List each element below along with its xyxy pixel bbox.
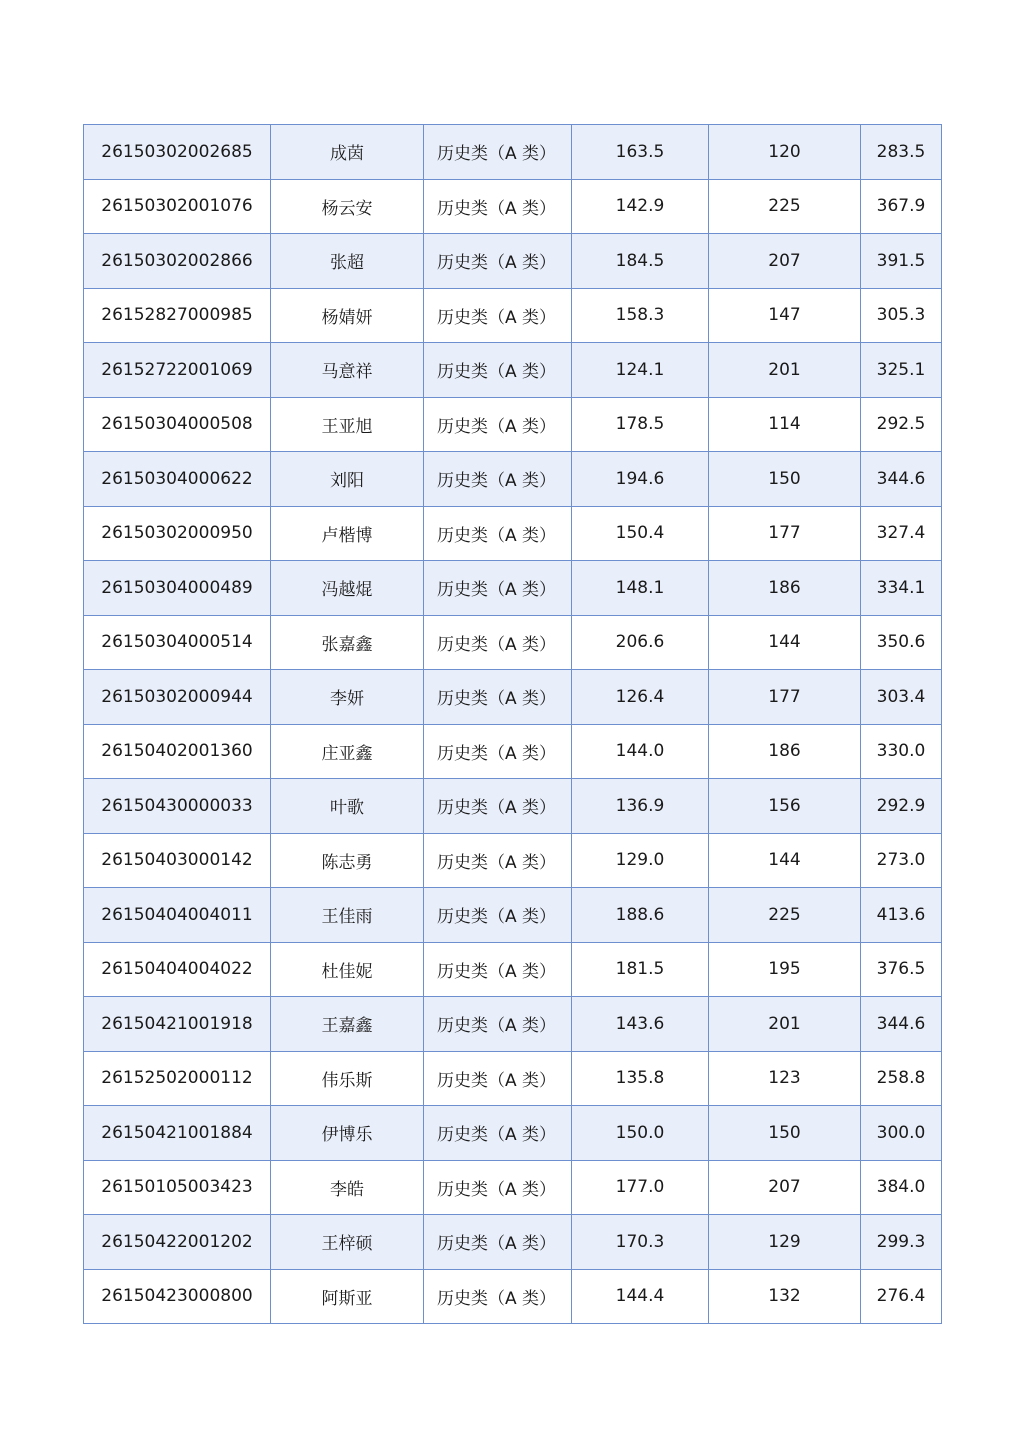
total-score-cell: 303.4 [861, 670, 942, 725]
score-2-cell: 114 [709, 397, 861, 452]
candidate-name-cell: 成茵 [271, 125, 424, 180]
table-row [84, 1215, 942, 1270]
candidate-id-cell: 26150304000489 [84, 561, 271, 616]
score-2-cell: 156 [709, 779, 861, 834]
score-2-cell: 207 [709, 1160, 861, 1215]
candidate-id-cell: 26150304000514 [84, 615, 271, 670]
total-score-cell: 391.5 [861, 234, 942, 289]
table-row [84, 234, 942, 289]
score-1-cell: 206.6 [572, 615, 709, 670]
candidate-id-cell: 26150402001360 [84, 724, 271, 779]
total-score-cell: 330.0 [861, 724, 942, 779]
total-score-cell: 413.6 [861, 888, 942, 943]
category-cell: 历史类（A 类） [424, 1051, 572, 1106]
score-1-cell: 144.0 [572, 724, 709, 779]
score-1-cell: 129.0 [572, 833, 709, 888]
category-cell: 历史类（A 类） [424, 1106, 572, 1161]
total-score-cell: 273.0 [861, 833, 942, 888]
candidate-name-cell: 张超 [271, 234, 424, 289]
candidate-name-cell: 伊博乐 [271, 1106, 424, 1161]
score-1-cell: 150.0 [572, 1106, 709, 1161]
score-2-cell: 147 [709, 288, 861, 343]
category-cell: 历史类（A 类） [424, 288, 572, 343]
score-1-cell: 184.5 [572, 234, 709, 289]
score-1-cell: 150.4 [572, 506, 709, 561]
candidate-id-cell: 26150304000508 [84, 397, 271, 452]
score-1-cell: 135.8 [572, 1051, 709, 1106]
candidate-name-cell: 庄亚鑫 [271, 724, 424, 779]
total-score-cell: 305.3 [861, 288, 942, 343]
candidate-id-cell: 26152502000112 [84, 1051, 271, 1106]
score-2-cell: 144 [709, 833, 861, 888]
score-table-body [84, 125, 942, 1324]
score-2-cell: 123 [709, 1051, 861, 1106]
total-score-cell: 344.6 [861, 997, 942, 1052]
score-2-cell: 201 [709, 343, 861, 398]
total-score-cell: 344.6 [861, 452, 942, 507]
score-1-cell: 148.1 [572, 561, 709, 616]
candidate-name-cell: 阿斯亚 [271, 1269, 424, 1324]
score-2-cell: 144 [709, 615, 861, 670]
candidate-name-cell: 杨云安 [271, 179, 424, 234]
score-1-cell: 126.4 [572, 670, 709, 725]
candidate-id-cell: 26150302002866 [84, 234, 271, 289]
score-1-cell: 188.6 [572, 888, 709, 943]
total-score-cell: 299.3 [861, 1215, 942, 1270]
category-cell: 历史类（A 类） [424, 234, 572, 289]
table-row [84, 343, 942, 398]
score-2-cell: 177 [709, 670, 861, 725]
candidate-id-cell: 26152722001069 [84, 343, 271, 398]
score-2-cell: 186 [709, 561, 861, 616]
category-cell: 历史类（A 类） [424, 397, 572, 452]
candidate-id-cell: 26150304000622 [84, 452, 271, 507]
candidate-id-cell: 26150403000142 [84, 833, 271, 888]
total-score-cell: 292.9 [861, 779, 942, 834]
candidate-id-cell: 26150430000033 [84, 779, 271, 834]
score-2-cell: 195 [709, 942, 861, 997]
table-row [84, 179, 942, 234]
candidate-name-cell: 杜佳妮 [271, 942, 424, 997]
category-cell: 历史类（A 类） [424, 506, 572, 561]
candidate-name-cell: 王亚旭 [271, 397, 424, 452]
total-score-cell: 367.9 [861, 179, 942, 234]
candidate-name-cell: 冯越焜 [271, 561, 424, 616]
score-1-cell: 170.3 [572, 1215, 709, 1270]
table-row [84, 833, 942, 888]
table-row [84, 288, 942, 343]
score-1-cell: 178.5 [572, 397, 709, 452]
category-cell: 历史类（A 类） [424, 888, 572, 943]
score-1-cell: 181.5 [572, 942, 709, 997]
table-row [84, 997, 942, 1052]
table-row [84, 397, 942, 452]
total-score-cell: 376.5 [861, 942, 942, 997]
score-1-cell: 124.1 [572, 343, 709, 398]
candidate-name-cell: 杨婧妍 [271, 288, 424, 343]
candidate-id-cell: 26150422001202 [84, 1215, 271, 1270]
candidate-id-cell: 26150302000950 [84, 506, 271, 561]
category-cell: 历史类（A 类） [424, 561, 572, 616]
score-2-cell: 186 [709, 724, 861, 779]
table-row [84, 561, 942, 616]
score-2-cell: 150 [709, 452, 861, 507]
score-2-cell: 132 [709, 1269, 861, 1324]
candidate-id-cell: 26150421001884 [84, 1106, 271, 1161]
category-cell: 历史类（A 类） [424, 670, 572, 725]
category-cell: 历史类（A 类） [424, 997, 572, 1052]
candidate-name-cell: 刘阳 [271, 452, 424, 507]
table-row [84, 670, 942, 725]
candidate-id-cell: 26150423000800 [84, 1269, 271, 1324]
category-cell: 历史类（A 类） [424, 452, 572, 507]
score-1-cell: 177.0 [572, 1160, 709, 1215]
category-cell: 历史类（A 类） [424, 779, 572, 834]
score-1-cell: 142.9 [572, 179, 709, 234]
candidate-name-cell: 陈志勇 [271, 833, 424, 888]
category-cell: 历史类（A 类） [424, 343, 572, 398]
category-cell: 历史类（A 类） [424, 942, 572, 997]
table-row [84, 724, 942, 779]
table-row [84, 615, 942, 670]
candidate-id-cell: 26150105003423 [84, 1160, 271, 1215]
candidate-id-cell: 26150302000944 [84, 670, 271, 725]
category-cell: 历史类（A 类） [424, 724, 572, 779]
score-2-cell: 201 [709, 997, 861, 1052]
category-cell: 历史类（A 类） [424, 1269, 572, 1324]
score-1-cell: 143.6 [572, 997, 709, 1052]
table-row [84, 125, 942, 180]
candidate-id-cell: 26150302001076 [84, 179, 271, 234]
category-cell: 历史类（A 类） [424, 1215, 572, 1270]
table-row [84, 506, 942, 561]
score-table [83, 124, 942, 1324]
total-score-cell: 350.6 [861, 615, 942, 670]
category-cell: 历史类（A 类） [424, 615, 572, 670]
candidate-name-cell: 李妍 [271, 670, 424, 725]
total-score-cell: 292.5 [861, 397, 942, 452]
total-score-cell: 325.1 [861, 343, 942, 398]
candidate-name-cell: 王梓硕 [271, 1215, 424, 1270]
candidate-id-cell: 26150421001918 [84, 997, 271, 1052]
total-score-cell: 327.4 [861, 506, 942, 561]
candidate-name-cell: 王嘉鑫 [271, 997, 424, 1052]
total-score-cell: 258.8 [861, 1051, 942, 1106]
score-1-cell: 194.6 [572, 452, 709, 507]
table-row [84, 779, 942, 834]
score-2-cell: 150 [709, 1106, 861, 1161]
category-cell: 历史类（A 类） [424, 1160, 572, 1215]
table-row [84, 1106, 942, 1161]
candidate-name-cell: 张嘉鑫 [271, 615, 424, 670]
candidate-name-cell: 卢楷博 [271, 506, 424, 561]
total-score-cell: 276.4 [861, 1269, 942, 1324]
score-1-cell: 144.4 [572, 1269, 709, 1324]
candidate-id-cell: 26152827000985 [84, 288, 271, 343]
category-cell: 历史类（A 类） [424, 833, 572, 888]
table-row [84, 452, 942, 507]
table-row [84, 888, 942, 943]
candidate-name-cell: 叶歌 [271, 779, 424, 834]
score-1-cell: 163.5 [572, 125, 709, 180]
score-2-cell: 129 [709, 1215, 861, 1270]
score-1-cell: 158.3 [572, 288, 709, 343]
score-2-cell: 207 [709, 234, 861, 289]
category-cell: 历史类（A 类） [424, 179, 572, 234]
table-row [84, 1160, 942, 1215]
score-1-cell: 136.9 [572, 779, 709, 834]
score-2-cell: 225 [709, 179, 861, 234]
score-2-cell: 225 [709, 888, 861, 943]
score-2-cell: 177 [709, 506, 861, 561]
total-score-cell: 334.1 [861, 561, 942, 616]
table-row [84, 1051, 942, 1106]
candidate-name-cell: 伟乐斯 [271, 1051, 424, 1106]
score-2-cell: 120 [709, 125, 861, 180]
candidate-name-cell: 李皓 [271, 1160, 424, 1215]
candidate-name-cell: 马意祥 [271, 343, 424, 398]
candidate-id-cell: 26150404004011 [84, 888, 271, 943]
table-row [84, 1269, 942, 1324]
table-row [84, 942, 942, 997]
total-score-cell: 283.5 [861, 125, 942, 180]
candidate-name-cell: 王佳雨 [271, 888, 424, 943]
candidate-id-cell: 26150404004022 [84, 942, 271, 997]
category-cell: 历史类（A 类） [424, 125, 572, 180]
candidate-id-cell: 26150302002685 [84, 125, 271, 180]
total-score-cell: 384.0 [861, 1160, 942, 1215]
total-score-cell: 300.0 [861, 1106, 942, 1161]
